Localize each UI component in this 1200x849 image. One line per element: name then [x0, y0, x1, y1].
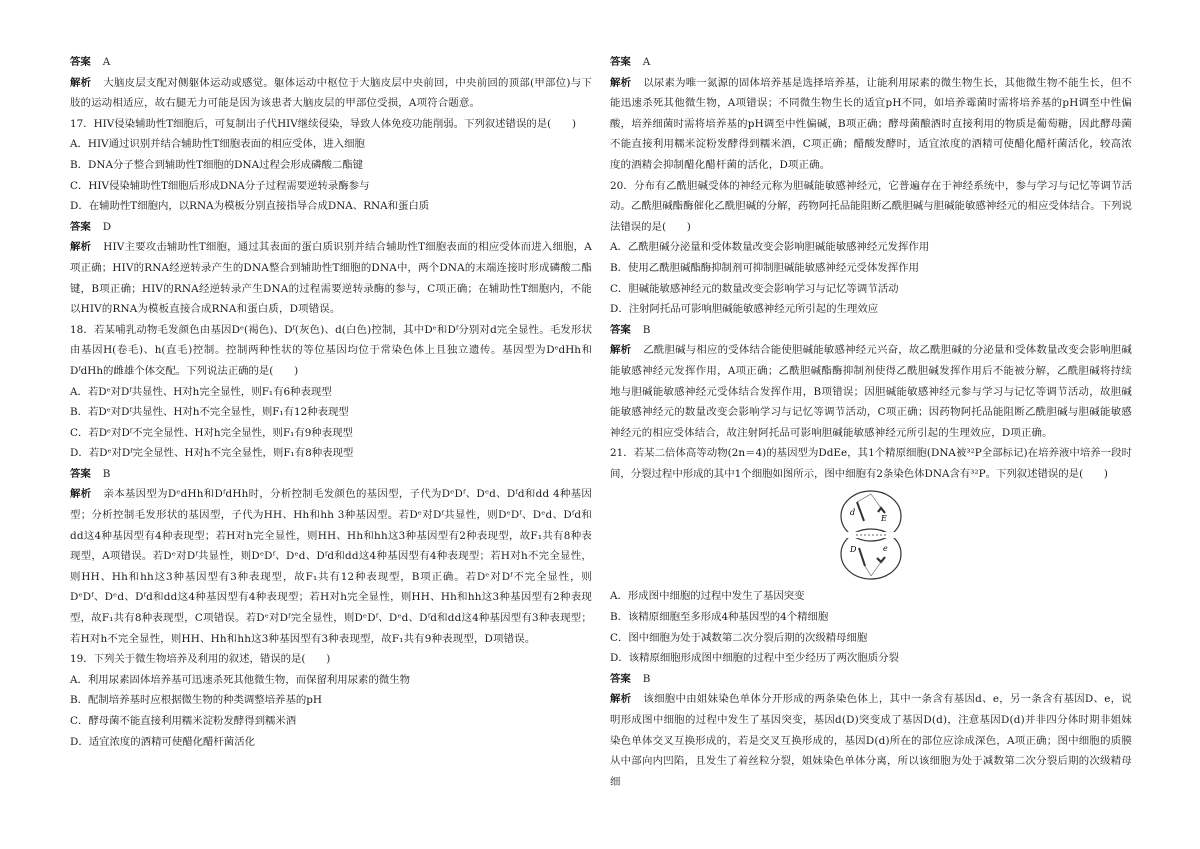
paragraph-text: C．若Dᵉ对Dᶠ不完全显性、H对h完全显性，则F₁有9种表现型: [70, 426, 353, 439]
question-line: [70, 320, 592, 382]
paragraph-text: D．注射阿托品可影响胆碱能敏感神经元所引起的生理效应: [610, 303, 879, 316]
section-label: 答案: [610, 323, 631, 336]
section-label: 答案: [70, 220, 91, 233]
paragraph-text: B．配制培养基时应根据微生物的种类调整培养基的pH: [70, 694, 322, 707]
chromosome-3: [859, 548, 865, 566]
paragraph-text: C．图中细胞为处于减数第二次分裂后期的次级精母细胞: [610, 631, 868, 644]
section-label: 答案: [70, 56, 91, 68]
spindle-fiber: [871, 562, 881, 576]
question-line: [70, 670, 592, 691]
paragraph-text: A: [102, 56, 111, 68]
paragraph-text: C．HIV侵染辅助性T细胞后形成DNA分子过程需要逆转录酶参与: [70, 179, 370, 192]
paragraph-text: D．若Dᵉ对Dᶠ完全显性、H对h不完全显性，则F₁有8种表现型: [70, 447, 354, 460]
answer-line: [70, 217, 592, 238]
paragraph-text: A．形成图中细胞的过程中发生了基因突变: [610, 590, 805, 603]
spindle-fiber: [857, 494, 871, 502]
explanation-paragraph: [70, 237, 592, 319]
question-line: [70, 649, 592, 670]
paragraph-text: B．DNA分子整合到辅助性T细胞的DNA过程会形成磷酸二酯键: [70, 158, 364, 171]
chromosome-4: [877, 557, 885, 562]
answer-line: [70, 464, 592, 485]
section-label: 答案: [70, 467, 91, 480]
gene-label-D: D: [850, 545, 857, 555]
question-line: [70, 423, 592, 444]
question-line: [610, 628, 1132, 649]
cell-division-figure: [610, 487, 1132, 583]
paragraph-text: 以尿素为唯一氮源的固体培养基是选择培养基，让能利用尿素的微生物生长，其他微生物不能生长，但不能迅速杀死其他微生物，A项错误；不同微生物生长的适宜pH不同，如培养霉菌时需将培养基的pH调至中性偏酸，培养细菌时需将培养基的pH调至中性偏碱，B项正确；酵母菌酿酒时直接利用的物质是葡萄糖，因此酵母菌不能直接利用糯米淀粉发酵得到糯米酒，C项正确；醋酸发酵时，适宜浓度的酒精可使醋化醋杆菌活化，较高浓度的酒精会抑制醋化醋杆菌的活化，D项正确。: [610, 76, 1133, 171]
answer-line: [70, 52, 592, 73]
question-line: [70, 155, 592, 176]
paragraph-text: A．若Dᵉ对Dᶠ共显性、H对h完全显性，则F₁有6种表现型: [70, 385, 332, 398]
chromosome-1: [857, 502, 864, 521]
paragraph-text: 20．分布有乙酰胆碱受体的神经元称为胆碱能敏感神经元，它普遍存在于神经系统中，参与学习与记忆等调节活动。乙酰胆碱酯酶催化乙酰胆碱的分解，药物阿托品能阻断乙酰胆碱与胆碱能敏感神经元的相应受体结合。下列说法错误的是( ): [610, 179, 1132, 233]
paragraph-text: 该细胞中由姐妹染色单体分开形成的两条染色体上，其中一条含有基因d、e，另一条含有基因D、e，说明形成图中细胞的过程中发生了基因突变，基因d(D)突变成了基因D(d)，注意基因D(d)并非四分体时期非姐妹染色单体交叉互换形成的，若是交叉互换形成的，基因D(d)所在的部位应涂成深色，A项正确；图中细胞的质膜从中部向内凹陷，且发生了着丝粒分裂，姐妹染色单体分离，所以该细胞为处于减数第二次分裂后期的次级精母细: [610, 693, 1132, 788]
paragraph-text: B．使用乙酰胆碱酯酶抑制剂可抑制胆碱能敏感神经元受体发挥作用: [610, 261, 919, 274]
section-label: 答案: [610, 56, 631, 68]
question-line: [70, 443, 592, 464]
paragraph-text: 大脑皮层支配对侧躯体运动或感觉。躯体运动中枢位于大脑皮层中央前回，中央前回的顶部(甲部位)与下肢的运动相适应，故右腿无力可能是因为该患者大脑皮层的甲部位受损，A项符合题意。: [70, 76, 592, 110]
question-line: [70, 382, 592, 403]
question-line: [610, 648, 1132, 669]
question-line: [610, 586, 1132, 607]
question-line: [610, 258, 1132, 279]
right-top-block: [610, 52, 1132, 484]
section-label: 解析: [610, 76, 632, 89]
paragraph-text: B: [102, 467, 111, 480]
paragraph-text: HIV主要攻击辅助性T细胞，通过其表面的蛋白质识别并结合辅助性T细胞表面的相应受体而进入细胞，A项正确；HIV的RNA经逆转录产生的DNA整合到辅助性T细胞的DNA中，两个DNA的末端连接时形成磷酸二酯键，B项正确；HIV的RNA经逆转录产生DNA的过程需要逆转录酶的参与，C项正确；在辅助性T细胞内，不能以HIV的RNA为模板直接合成RNA和蛋白质，D项错误。: [70, 241, 592, 316]
paragraph-text: B: [642, 672, 651, 685]
question-line: [70, 402, 592, 423]
gene-label-E: E: [881, 514, 887, 524]
question-line: [70, 196, 592, 217]
paragraph-text: D．该精原细胞形成图中细胞的过程中至少经历了两次胞质分裂: [610, 652, 899, 665]
paragraph-text: C．胆碱能敏感神经元的数量改变会影响学习与记忆等调节活动: [610, 282, 899, 295]
paragraph-text: A．乙酰胆碱分泌量和受体数量改变会影响胆碱能敏感神经元发挥作用: [610, 241, 930, 254]
paragraph-text: B．若Dᵉ对Dᶠ共显性、H对h不完全显性，则F₁有12种表现型: [70, 406, 349, 419]
left-column: [70, 52, 592, 752]
question-line: [70, 690, 592, 711]
furrow-mask: [843, 532, 899, 538]
question-line: [70, 176, 592, 197]
paragraph-text: A: [642, 56, 651, 68]
question-line: [610, 176, 1132, 238]
question-line: [70, 114, 592, 135]
question-line: [610, 607, 1132, 628]
question-line: [610, 237, 1132, 258]
paragraph-text: D．适宜浓度的酒精可使醋化醋杆菌活化: [70, 735, 255, 748]
paragraph-text: 21．若某二倍体高等动物(2n＝4)的基因型为DdEe，其1个精原细胞(DNA被³²P全部标记)在培养液中培养一段时间，分裂过程中形成的其中1个细胞如图所示，图中细胞有2条染色体DNA含有³²P。下列叙述错误的是( ): [610, 447, 1132, 480]
cell-diagram: [834, 488, 908, 582]
explanation-paragraph: [70, 484, 592, 649]
paragraph-text: C．酵母菌不能直接利用糯米淀粉发酵得到糯米酒: [70, 715, 297, 727]
right-column: [610, 52, 1132, 792]
question-line: [610, 279, 1132, 300]
gene-label-d: d: [850, 508, 856, 518]
paragraph-text: B．该精原细胞至多形成4种基因型的4个精细胞: [610, 611, 829, 624]
question-line: [610, 443, 1132, 484]
paragraph-text: A．利用尿素固体培养基可迅速杀死其他微生物，而保留利用尿素的微生物: [70, 673, 411, 686]
question-line: [70, 732, 592, 753]
section-label: 解析: [610, 693, 632, 706]
gene-label-e: e: [883, 544, 888, 554]
explanation-paragraph: [610, 340, 1132, 443]
explanation-paragraph: [610, 689, 1132, 792]
paragraph-text: 19．下列关于微生物培养及利用的叙述，错误的是( ): [70, 653, 331, 666]
answer-line: [610, 52, 1132, 73]
paragraph-text: 乙酰胆碱与相应的受体结合能使胆碱能敏感神经元兴奋，故乙酰胆碱的分泌量和受体数量改变会影响胆碱能敏感神经元发挥作用，A项正确；乙酰胆碱酯酶抑制剂使得乙酰胆碱发挥作用后不能被分解，乙酰胆碱将持续地与胆碱能敏感神经元受体结合发挥作用，B项错误；因胆碱能敏感神经元参与学习与记忆等调节活动，故胆碱能敏感神经元的数量改变会影响学习与记忆等调节活动，C项正确；因药物阿托品能阻断乙酰胆碱与胆碱能敏感神经元的相应受体结合，故注射阿托品可影响胆碱能敏感神经元所引起的生理效应，D项正确。: [610, 344, 1133, 439]
question-line: [610, 299, 1132, 320]
section-label: 解析: [70, 76, 92, 89]
section-label: 解析: [70, 488, 92, 501]
section-label: 解析: [70, 241, 92, 254]
paragraph-text: A．HIV通过识别并结合辅助性T细胞表面的相应受体，进入细胞: [70, 138, 365, 151]
explanation-paragraph: [610, 73, 1132, 176]
paragraph-text: 17．HIV侵染辅助性T细胞后，可复制出子代HIV继续侵染，导致人体免疫功能削弱。下列叙述错误的是( ): [70, 117, 577, 130]
paragraph-text: B: [642, 323, 651, 336]
paragraph-text: D．在辅助性T细胞内，以RNA为模板分别直接指导合成DNA、RNA和蛋白质: [70, 200, 430, 213]
paragraph-text: D: [102, 220, 112, 233]
explanation-paragraph: [70, 73, 592, 114]
answer-line: [610, 669, 1132, 690]
right-bottom-block: [610, 586, 1132, 792]
chromosome-2: [878, 508, 885, 513]
question-line: [70, 134, 592, 155]
question-line: [70, 711, 592, 732]
section-label: 解析: [610, 344, 632, 357]
paragraph-text: 亲本基因型为DᵉdHh和DᶠdHh时，分析控制毛发颜色的基因型，子代为DᵉDᶠ、Dᵉd、Dᶠd和dd 4种基因型；分析控制毛发形状的基因型，子代为HH、Hh和hh 3种基因型。若Dᵉ对Dᶠ共显性，则DᵉDᶠ、Dᵉd、Dᶠd和dd这4种基因型有4种表现型；若H对h完全显性，则HH、Hh和hh这3种基因型有2种表现型，故F₁共有8种表现型，A项错误。若Dᵉ对Dᶠ共显性，则DᵉDᶠ、Dᵉd、Dᶠd和dd这4种基因型有4种表现型；若H对h不完全显性，则HH、Hh和hh这3种基因型有3种表现型，故F₁共有12种表现型，B项正确。若Dᵉ对Dᶠ不完全显性，则DᵉDᶠ、Dᵉd、Dᶠd和dd这4种基因型有4种表现型；若H对h完全显性，则HH、Hh和hh这3种基因型有2种表现型，故F₁共有8种表现型，C项错误。若Dᵉ对Dᶠ完全显性，则DᵉDᶠ、Dᵉd、Dᶠd和dd这4种基因型有3种表现型；若H对h不完全显性，则HH、Hh和hh这3种基因型有3种表现型，故F₁共有9种表现型，D项错误。: [70, 488, 592, 645]
paragraph-text: 18．若某哺乳动物毛发颜色由基因Dᵉ(褐色)、Dᶠ(灰色)、d(白色)控制，其中Dᵉ和Dᶠ分别对d完全显性。毛发形状由基因H(卷毛)、h(直毛)控制。控制两种性状的等位基因均位于常染色体上且独立遗传。基因型为DᵉdHh和DᶠdHh的雌雄个体交配。下列说法正确的是( ): [70, 323, 592, 377]
spindle-fiber: [871, 494, 881, 508]
section-label: 答案: [610, 672, 631, 685]
answer-line: [610, 320, 1132, 341]
spindle-fiber: [865, 566, 871, 576]
